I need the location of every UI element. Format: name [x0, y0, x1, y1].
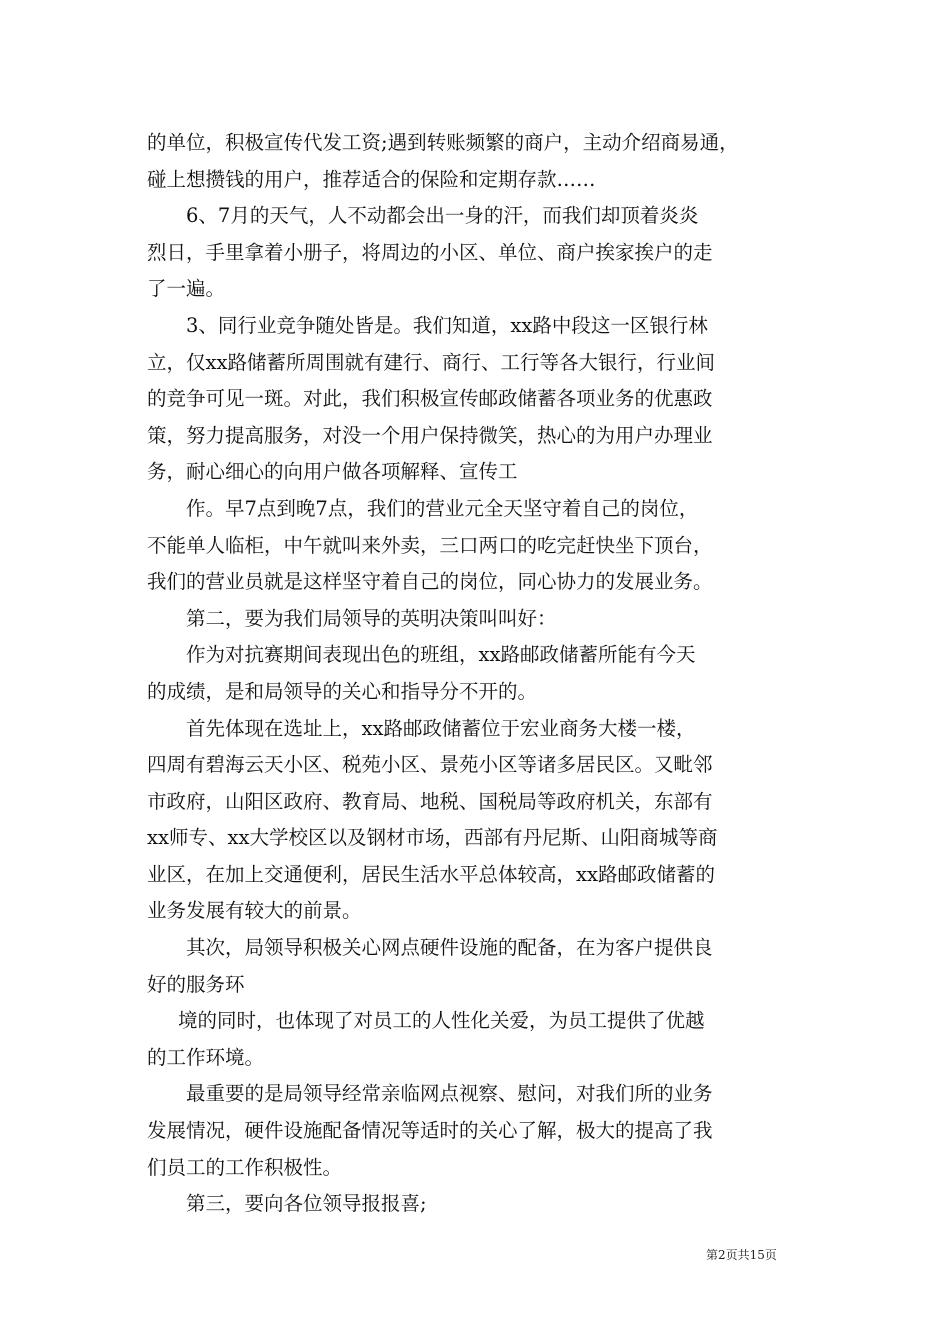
- page-number-footer: 第2页共15页: [706, 1248, 777, 1262]
- text-line: 们员工的工作积极性。: [147, 1155, 343, 1179]
- text-line: 务，耐心细心的向用户做各项解释、宣传工: [147, 460, 518, 484]
- text-line: 第三，要向各位领导报报喜;: [186, 1192, 427, 1216]
- text-line: 最重要的是局领导经常亲临网点视察、慰问，对我们所的业务: [186, 1082, 713, 1106]
- text-line: 立，仅xx路储蓄所周围就有建行、商行、工行等各大银行，行业间: [147, 350, 715, 374]
- text-line: 作为对抗赛期间表现出色的班组，xx路邮政储蓄所能有今天: [186, 643, 696, 667]
- text-line: 其次，局领导积极关心网点硬件设施的配备，在为客户提供良: [186, 936, 713, 960]
- text-line: 四周有碧海云天小区、税苑小区、景苑小区等诸多居民区。又毗邻: [147, 753, 713, 777]
- text-line: 烈日，手里拿着小册子，将周边的小区、单位、商户挨家挨户的走: [147, 240, 713, 264]
- text-line: 碰上想攒钱的用户，推荐适合的保险和定期存款……: [147, 167, 596, 191]
- text-line: 业务发展有较大的前景。: [147, 899, 362, 923]
- text-line: 的工作环境。: [147, 1045, 265, 1069]
- text-line: 好的服务环: [147, 972, 245, 996]
- text-line: 作。早7点到晚7点，我们的营业元全天坚守着自己的岗位，: [186, 496, 699, 520]
- text-line: 业区，在加上交通便利，居民生活水平总体较高，xx路邮政储蓄的: [147, 862, 715, 886]
- text-line: xx师专、xx大学校区以及钢材市场，西部有丹尼斯、山阳商城等商: [147, 826, 718, 850]
- text-line: 我们的营业员就是这样坚守着自己的岗位，同心协力的发展业务。: [147, 570, 713, 594]
- text-line: 3、同行业竞争随处皆是。我们知道，xx路中段这一区银行林: [186, 313, 708, 337]
- text-line: 的竞争可见一斑。对此，我们积极宣传邮政储蓄各项业务的优惠政: [147, 387, 713, 411]
- text-line: 境的同时，也体现了对员工的人性化关爱，为员工提供了优越: [178, 1009, 705, 1033]
- text-line: 市政府，山阳区政府、教育局、地税、国税局等政府机关，东部有: [147, 789, 713, 813]
- text-line: 首先体现在选址上，xx路邮政储蓄位于宏业商务大楼一楼，: [186, 716, 696, 740]
- text-line: 的成绩，是和局领导的关心和指导分不开的。: [147, 679, 538, 703]
- text-line: 的单位，积极宣传代发工资;遇到转账频繁的商户，主动介绍商易通，: [147, 131, 739, 154]
- text-line: 不能单人临柜，中午就叫来外卖，三口两口的吃完赶快坐下顶台，: [147, 533, 713, 557]
- text-line: 第二，要为我们局领导的英明决策叫叫好：: [186, 606, 557, 630]
- text-line: 发展情况，硬件设施配备情况等适时的关心了解，极大的提高了我: [147, 1119, 713, 1143]
- document-body: [147, 125, 827, 1223]
- text-line: 了一遍。: [147, 277, 226, 301]
- text-line: 6、7月的天气，人不动都会出一身的汗，而我们却顶着炎炎: [186, 204, 699, 228]
- text-line: 策，努力提高服务，对没一个用户保持微笑，热心的为用户办理业: [147, 423, 713, 447]
